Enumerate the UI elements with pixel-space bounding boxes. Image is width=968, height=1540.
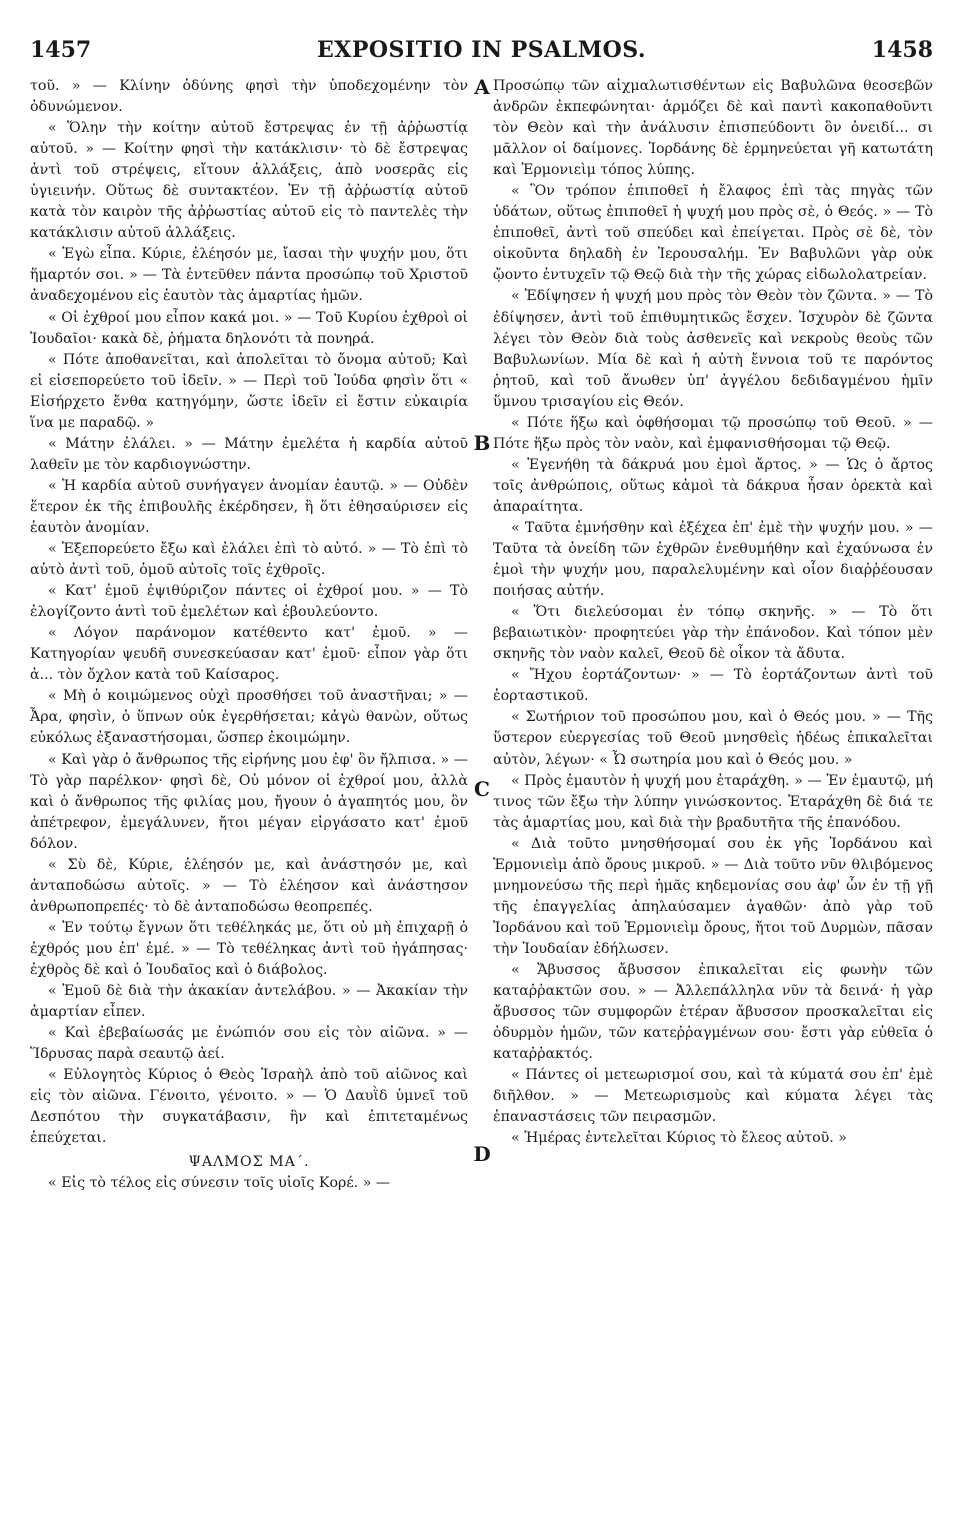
margin-letter-b: B xyxy=(473,431,491,455)
paragraph: « Ἐξεπορεύετο ἔξω καὶ ἐλάλει ἐπὶ τὸ αὐτό. » — Τὸ ἐπὶ τὸ αὐτὸ ἀντὶ τοῦ, ὁμοῦ αὐτοῖς τοῖς ἐχθροῖς. xyxy=(30,541,468,579)
paragraph: « Οἱ ἐχθροί μου εἶπον κακά μοι. » — Τοῦ Κυρίου ἐχθροὶ οἱ Ἰουδαῖοι· κακὰ δὲ, ῥήματα δηλονότι τὰ πονηρά. xyxy=(30,309,468,347)
paragraph: « Ἐγὼ εἶπα. Κύριε, ἐλέησόν με, ἴασαι τὴν ψυχήν μου, ὅτι ἥμαρτόν σοι. » — Τὰ ἐντεῦθεν πάντα προσώπῳ τοῦ Χριστοῦ ἀναδεχομένου εἰς ἑαυτὸν τὰς ἁμαρτίας ἡμῶν. xyxy=(30,246,468,305)
paragraph: « Ἐδίψησεν ἡ ψυχή μου πρὸς τὸν Θεὸν τὸν ζῶντα. » — Τὸ ἐδίψησεν, ἀντὶ τοῦ ἐπιθυμητικῶς ἔσχεν. Ἰσχυρὸν δὲ ζῶντα λέγει τὸν Θεὸν διὰ τοὺς ἀσθενεῖς καὶ νεκροὺς θεοὺς τῶν Βαβυλωνίων. Μία δὲ καὶ ἡ αὐτὴ ἔννοια τοῦ τε παρόντος ῥητοῦ, καὶ τοῦ ἄνωθεν ὑπ' ἀγγέλου δεδιδαγμένου ἡμῖν ὕμνου τρισαγίου εἰς Θεόν. xyxy=(493,288,933,410)
paragraph: « Λόγον παράνομον κατέθεντο κατ' ἐμοῦ. » — Κατηγορίαν ψευδῆ συνεσκεύασαν κατ' ἐμοῦ· εἶπον γὰρ ὅτι ἀ... τὸν ὄχλον κατὰ τοῦ Καίσαρος. xyxy=(30,625,468,684)
paragraph: τοῦ. » — Κλίνην ὀδύνης φησὶ τὴν ὑποδεχομένην τὸν ὀδυνώμενον. xyxy=(30,78,468,116)
paragraph: « Ἐν τούτῳ ἔγνων ὅτι τεθέληκάς με, ὅτι οὐ μὴ ἐπιχαρῇ ὁ ἐχθρός μου ἐπ' ἐμέ. » — Τὸ τεθέληκας ἀντὶ τοῦ ἠγάπησας· ἐχθρὸς δὲ καὶ ὁ Ἰουδαῖος καὶ ὁ διάβολος. xyxy=(30,919,468,978)
paragraph: « Ἤχου ἑορτάζοντων· » — Τὸ ἑορτάζοντων ἀντὶ τοῦ ἑορταστικοῦ. xyxy=(493,667,933,705)
paragraph: « Ἡμέρας ἐντελεῖται Κύριος τὸ ἔλεος αὐτοῦ. » xyxy=(511,1130,847,1147)
paragraph: « Ταῦτα ἐμνήσθην καὶ ἐξέχεα ἐπ' ἐμὲ τὴν ψυχήν μου. » — Ταῦτα τὰ ὀνείδη τῶν ἐχθρῶν ἐνεθυμήθην καὶ ἐχαύνωσα ἐν ἐμοὶ τὴν ψυχήν μου, παραλελυμένην καὶ οἷον διαῤῥέουσαν ποιήσας αὐτήν. xyxy=(493,519,933,600)
paragraph: « Ἡ καρδία αὐτοῦ συνήγαγεν ἀνομίαν ἑαυτῷ. » — Οὐδὲν ἕτερον ἐκ τῆς ἐπιβουλῆς ἐκέρδησεν, ἢ ὅτι ἐθησαύρισεν εἰς ἑαυτὸν ἀνομίαν. xyxy=(30,477,468,536)
page-header xyxy=(30,34,933,66)
paragraph: « Καὶ ἐβεβαίωσάς με ἐνώπιόν σου εἰς τὸν αἰῶνα. » — Ἵδρυσας παρὰ σεαυτῷ ἀεί. xyxy=(30,1025,468,1063)
paragraph: « Διὰ τοῦτο μνησθήσομαί σου ἐκ γῆς Ἰορδάνου καὶ Ἑρμονιεὶμ ἀπὸ ὄρους μικροῦ. » — Διὰ τοῦτο νῦν θλιβόμενος μνημονεύσω τῆς περὶ ἡμᾶς κηδεμονίας σου ἀφ' ὧν ἐν τῇ γῇ τῆς ἐπαγγελίας ἀπηλαύσαμεν ἀγαθῶν· ἀπὸ γὰρ τοῦ Ἰορδάνου καὶ τοῦ Ἑρμονιεὶμ ὄρους, ἤτοι τοῦ Δυρμὼν, πᾶσαν τὴν Ἰουδαίαν ἐδήλωσεν. xyxy=(493,835,933,957)
page-number-right: 1458 xyxy=(871,37,933,63)
paragraph: Προσώπῳ τῶν αἰχμαλωτισθέντων εἰς Βαβυλῶνα θεοσεβῶν ἀνδρῶν ἐκπεφώνηται· ἁρμόζει δὲ καὶ παντὶ κακοπαθοῦντι τὸν Θεὸν καὶ τὴν ἀνάλυσιν ἐπισπεύδοντι ὃν ὀνειδί... σι μᾶλλον οἱ δαίμονες. Ἰορδάνης δὲ ἑρμηνεύεται γῆ κατωτάτη καὶ Ἑρμονιεὶμ τόπος λύπης. xyxy=(493,78,933,179)
paragraph: « Πάντες οἱ μετεωρισμοί σου, καὶ τὰ κύματά σου ἐπ' ἐμὲ διῆλθον. » — Μετεωρισμοὺς καὶ κύματα λέγει τὰς ἐπαναστάσεις τῶν πειρασμῶν. xyxy=(493,1067,933,1126)
margin-letter-d: D xyxy=(473,1142,491,1166)
paragraph: « Ἄβυσσος ἄβυσσον ἐπικαλεῖται εἰς φωνὴν τῶν καταῤῥακτῶν σου. » — Ἀλλεπάλληλα νῦν τὰ δεινά· ἡ γὰρ ἄβυσσος τῶν συμφορῶν ἑτέραν ἄβυσσον προσκαλεῖται εἰς ὀδυρμὸν ἡμῶν, τῶν κατεῤῥαγμένων σου· ἔστι γὰρ εὐθεῖα ὁ καταῤῥακτός. xyxy=(493,961,933,1063)
margin-letter-a: A xyxy=(474,75,490,99)
running-title: EXPOSITIO IN PSALMOS. xyxy=(316,37,647,63)
left-column xyxy=(30,76,468,1522)
right-column xyxy=(493,76,933,1522)
paragraph: « Ὃν τρόπον ἐπιποθεῖ ἡ ἔλαφος ἐπὶ τὰς πηγὰς τῶν ὑδάτων, οὕτως ἐπιποθεῖ ἡ ψυχή μου πρὸς σὲ, ὁ Θεός. » — Τὸ ἐπιποθεῖ, ἀντὶ τοῦ σπεύδει καὶ ἐπείγεται. Πρὸς σὲ δὲ, τὸν οἰκοῦντα δηλαδὴ ἐν Ἱερουσαλήμ. Ἐν Βαβυλῶνι γὰρ οὐκ ᾤοντο ἐντυχεῖν τῷ Θεῷ διὰ τὴν τῆς χώρας εἰδωλολατρείαν. xyxy=(493,183,933,284)
paragraph: « Μὴ ὁ κοιμώμενος οὐχὶ προσθήσει τοῦ ἀναστῆναι; » — Ἆρα, φησὶν, ὁ ὕπνων οὐκ ἐγερθήσεται; κἀγὼ θανὼν, οὕτως εὐκόλως ἐξαναστήσομαι, ὥσπερ ἐκοιμώμην. xyxy=(30,688,468,747)
paragraph: « Σωτήριον τοῦ προσώπου μου, καὶ ὁ Θεός μου. » — Τῆς ὕστερον εὐεργεσίας τοῦ Θεοῦ μνησθεὶς ἡδέως ἐπικαλεῖται αὐτὸν, λέγων· « Ὦ σωτηρία μου καὶ ὁ Θεός μου. » xyxy=(493,709,933,768)
paragraph: « Πρὸς ἐμαυτὸν ἡ ψυχή μου ἐταράχθη. » — Ἐν ἐμαυτῷ, μή τινος τῶν ἔξω τὴν λύπην γινώσκοντος. Ἐταράχθη δὲ διά τε τὰς ἁμαρτίας μου, καὶ διὰ τὴν βραδυτῆτα τῆς ἐπανόδου. xyxy=(493,772,933,831)
psalm-heading: ΨΑΛΜΟΣ ΜΑ΄. xyxy=(188,1154,310,1171)
paragraph: « Εὐλογητὸς Κύριος ὁ Θεὸς Ἰσραὴλ ἀπὸ τοῦ αἰῶνος καὶ εἰς τὸν αἰῶνα. Γένοιτο, γένοιτο. » — Ὁ Δαυῒδ ὑμνεῖ τοῦ Δεσπότου τὴν συγκατάβασιν, ἣν καὶ ἐπιτεταμένως ἐπεύχεται. xyxy=(30,1067,468,1147)
margin-letter-c: C xyxy=(474,777,490,801)
paragraph: « Μάτην ἐλάλει. » — Μάτην ἐμελέτα ἡ καρδία αὐτοῦ λαθεῖν με τὸν καρδιογνώστην. xyxy=(30,435,468,473)
paragraph: « Ἐμοῦ δὲ διὰ τὴν ἀκακίαν ἀντελάβου. » — Ἀκακίαν τὴν ἀμαρτίαν εἶπεν. xyxy=(30,983,468,1021)
paragraph: « Ὅτι διελεύσομαι ἐν τόπῳ σκηνῆς. » — Τὸ ὅτι βεβαιωτικὸν· προφητεύει γὰρ τὴν ἐπάνοδον. Καὶ τόπον μὲν σκηνῆς τὸν ναὸν καλεῖ, Θεοῦ δὲ οἶκον τὰ ἄδυτα. xyxy=(493,604,933,663)
paragraph: « Σὺ δὲ, Κύριε, ἐλέησόν με, καὶ ἀνάστησόν με, καὶ ἀνταποδώσω αὐτοῖς. » — Τὸ ἐλέησον καὶ ἀνάστησον ἀνθρωποπρεπές· τὸ δὲ ἀνταποδώσω θεοπρεπές. xyxy=(30,856,468,915)
paragraph: « Πότε ἥξω καὶ ὀφθήσομαι τῷ προσώπῳ τοῦ Θεοῦ. » — Πότε ἥξω πρὸς τὸν ναὸν, καὶ ἐμφανισθήσομαι τῷ Θεῷ. xyxy=(493,414,933,452)
paragraph: « Ὅλην τὴν κοίτην αὐτοῦ ἔστρεψας ἐν τῇ ἀῤῥωστίᾳ αὐτοῦ. » — Κοίτην φησὶ τὴν κατάκλισιν· τὸ δὲ ἔστρεψας ἀντὶ τοῦ στρέψεις, εἴτουν ἀλλάξεις, ἀπὸ νοσερᾶς εἰς ὑγιεινήν. Οὕτως δὲ συντακτέον. Ἐν τῇ ἀῤῥωστίᾳ αὐτοῦ κατὰ τὸν καιρὸν τῆς ἀῤῥωστίας αὐτοῦ εἰς τὸ παντελὲς τὴν κατάκλισιν αὐτοῦ ἀλλάξεις. xyxy=(30,120,468,242)
paragraph: « Εἰς τὸ τέλος εἰς σύνεσιν τοῖς υἱοῖς Κορέ. » — xyxy=(48,1175,391,1192)
paragraph: « Πότε ἀποθανεῖται, καὶ ἀπολεῖται τὸ ὄνομα αὐτοῦ; Καὶ εἰ εἰσεπορεύετο τοῦ ἰδεῖν. » — Περὶ τοῦ Ἰούδα φησὶν ὅτι « Εἰσήρχετο ἔνθα κατηγόμην, ὥστε ἰδεῖν εἰ ἔστιν εὐκαιρία ἵνα με παραδῷ. » xyxy=(30,351,468,431)
paragraph: « Κατ' ἐμοῦ ἐψιθύριζον πάντες οἱ ἐχθροί μου. » — Τὸ ἐλογίζοντο ἀντὶ τοῦ ἐμελέτων καὶ ἐβουλεύοντο. xyxy=(30,583,468,621)
paragraph: « Ἐγενήθη τὰ δάκρυά μου ἐμοὶ ἄρτος. » — Ὡς ὁ ἄρτος τοῖς ἀνθρώποις, οὕτως κἀμοὶ τὰ δάκρυα ἦσαν ὀρεκτὰ καὶ ἀπαραίτητα. xyxy=(493,456,933,515)
paragraph: « Καὶ γὰρ ὁ ἄνθρωπος τῆς εἰρήνης μου ἐφ' ὃν ἤλπισα. » — Τὸ γὰρ παρέλκον· φησὶ δὲ, Οὐ μόνον οἱ ἐχθροί μου, ἀλλὰ καὶ ὁ ἄνθρωπος τῆς φιλίας μου, ἤγουν ὁ ἀγαπητός μου, ὃν ἀπέτρεφον, ἐμεγάλυνεν, ἤτοι μέγαν εἰργάσατο κατ' ἐμοῦ δόλον. xyxy=(30,751,468,852)
page-number-left: 1457 xyxy=(30,37,92,63)
